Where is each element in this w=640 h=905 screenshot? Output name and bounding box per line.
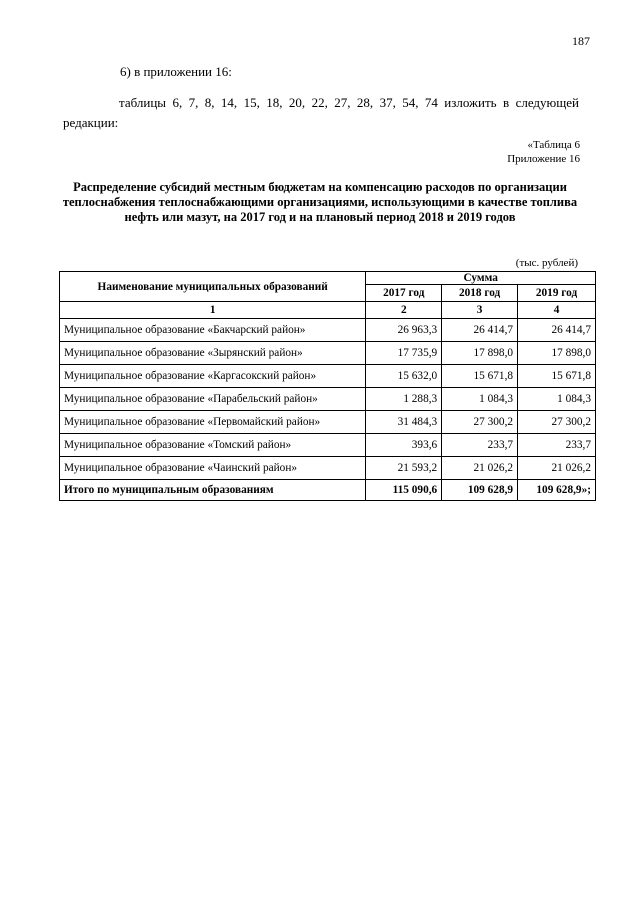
total-2019: 109 628,9»; [518, 480, 596, 501]
value-2018: 26 414,7 [442, 319, 518, 342]
table-row [60, 319, 596, 342]
header-year-2018: 2018 год [442, 285, 518, 302]
header-name: Наименование муниципальных образований [60, 272, 366, 302]
total-row [60, 480, 596, 501]
total-2017: 115 090,6 [366, 480, 442, 501]
column-index-row [60, 302, 596, 319]
total-2018: 109 628,9 [442, 480, 518, 501]
value-2018: 27 300,2 [442, 411, 518, 434]
municipality-name: Муниципальное образование «Первомайский район» [60, 411, 366, 434]
header-year-2019: 2019 год [518, 285, 596, 302]
intro-text: таблицы 6, 7, 8, 14, 15, 18, 20, 22, 27, 28, 37, 54, 74 изложить в следующей редакции: [63, 95, 579, 130]
value-2017: 393,6 [366, 434, 442, 457]
value-2017: 21 593,2 [366, 457, 442, 480]
table-row [60, 411, 596, 434]
table-row [60, 365, 596, 388]
value-2018: 17 898,0 [442, 342, 518, 365]
value-2019: 17 898,0 [518, 342, 596, 365]
value-2017: 1 288,3 [366, 388, 442, 411]
municipality-name: Муниципальное образование «Томский район» [60, 434, 366, 457]
units-label: (тыс. рублей) [515, 257, 578, 269]
column-index: 3 [442, 302, 518, 319]
municipality-name: Муниципальное образование «Парабельский район» [60, 388, 366, 411]
value-2019: 233,7 [518, 434, 596, 457]
appendix-label: Приложение 16 [507, 153, 580, 165]
value-2017: 31 484,3 [366, 411, 442, 434]
table-row [60, 388, 596, 411]
municipality-name: Муниципальное образование «Чаинский район» [60, 457, 366, 480]
table-label: «Таблица 6 [527, 139, 580, 151]
municipality-name: Муниципальное образование «Зырянский район» [60, 342, 366, 365]
value-2018: 233,7 [442, 434, 518, 457]
value-2017: 15 632,0 [366, 365, 442, 388]
value-2019: 26 414,7 [518, 319, 596, 342]
total-label: Итого по муниципальным образованиям [60, 480, 366, 501]
header-year-2017: 2017 год [366, 285, 442, 302]
column-index: 4 [518, 302, 596, 319]
value-2019: 15 671,8 [518, 365, 596, 388]
table-title: Распределение субсидий местным бюджетам на компенсацию расходов по организации теплоснабжения теплоснабжающими организациями, использующими в качестве топлива нефть или мазут, на 2017 год и на плановый период 2018 и 2019 годов [62, 180, 578, 224]
municipality-name: Муниципальное образование «Каргасокский район» [60, 365, 366, 388]
value-2018: 1 084,3 [442, 388, 518, 411]
header-sum: Сумма [366, 272, 596, 285]
value-2017: 26 963,3 [366, 319, 442, 342]
value-2018: 21 026,2 [442, 457, 518, 480]
intro-item: 6) в приложении 16: [120, 64, 232, 79]
column-index: 1 [60, 302, 366, 319]
subsidy-table [59, 271, 596, 501]
column-index: 2 [366, 302, 442, 319]
value-2019: 27 300,2 [518, 411, 596, 434]
value-2019: 21 026,2 [518, 457, 596, 480]
table-row [60, 457, 596, 480]
value-2019: 1 084,3 [518, 388, 596, 411]
table-row [60, 342, 596, 365]
page-number: 187 [572, 34, 590, 48]
value-2018: 15 671,8 [442, 365, 518, 388]
table-row [60, 434, 596, 457]
municipality-name: Муниципальное образование «Бакчарский район» [60, 319, 366, 342]
table-reference [507, 138, 580, 166]
value-2017: 17 735,9 [366, 342, 442, 365]
